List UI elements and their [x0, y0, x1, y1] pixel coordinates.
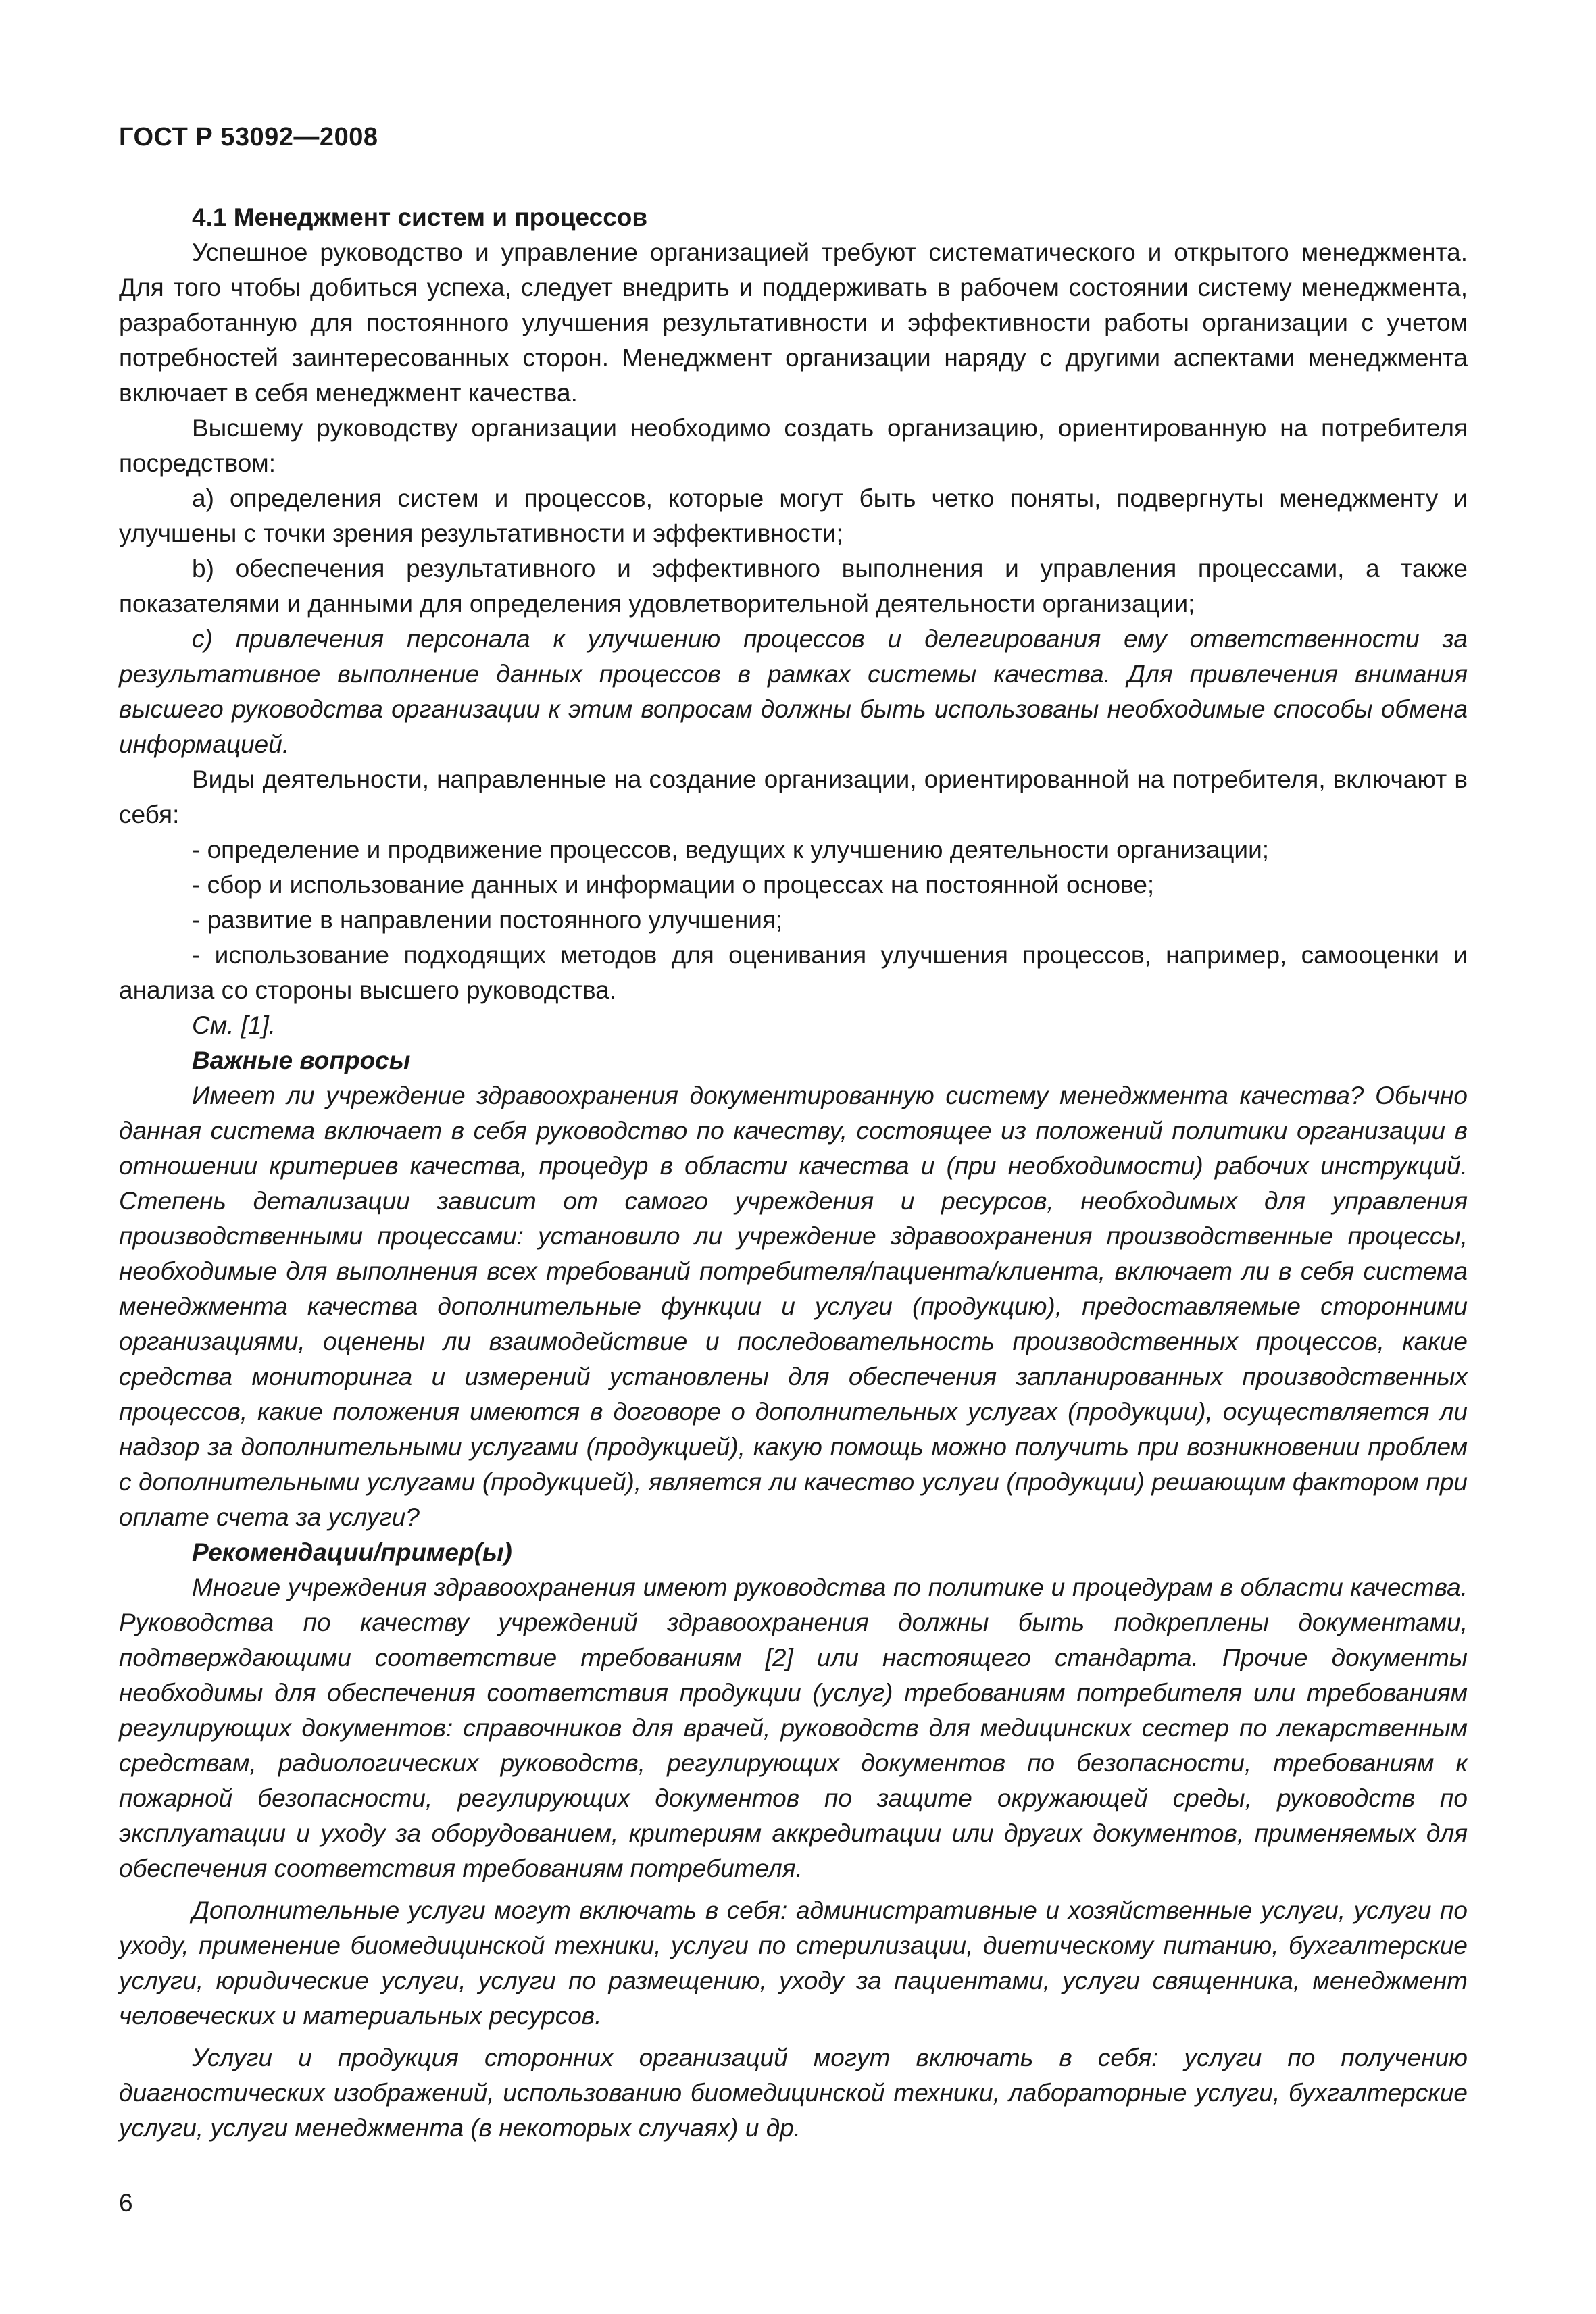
recommendations-paragraph-1: Многие учреждения здравоохранения имеют руководства по политике и процедурам в области качества. Руководства по качеству учреждений здравоохранения должны быть подкреплены документами, подтверждающими соответствие требованиям [2] или настоящего стандарта. Прочие документы необходимы для обеспечения соответствия продукции (услуг) требованиям потребителя или требованиям регулирующих документов: справочников для врачей, руководств для медицинских сестер по лекарственным средствам, радиологических руководств, регулирующих документов по безопасности, требованиям к пожарной безопасности, регулирующих документов по защите окружающей среды, руководств по эксплуатации и уходу за оборудованием, критериям аккредитации или других документов, применяемых для обеспечения соответствия требованиям потребителя.	[119, 1574, 1468, 1882]
bullet-item-2: - сбор и использование данных и информации о процессах на постоянной основе;	[192, 871, 1155, 899]
recommendations-paragraph-2: Дополнительные услуги могут включать в себя: административные и хозяйственные услуги, услуги по уходу, применение биомедицинской техники, услуги по стерилизации, диетическому питанию, бухгалтерские услуги, юридические услуги, услуги по размещению, уходу за пациентами, услуги священника, менеджмент человеческих и материальных ресурсов.	[119, 1896, 1468, 2030]
recommendations-paragraph-3: Услуги и продукция сторонних организаций могут включать в себя: услуги по получению диагностических изображений, использованию биомедицинской техники, лабораторные услуги, бухгалтерские услуги, услуги менеджмента (в некоторых случаях) и др.	[119, 2044, 1468, 2142]
list-item-b: b) обеспечения результативного и эффективного выполнения и управления процессами, а также показателями и данными для определения удовлетворительной деятельности организации;	[119, 555, 1468, 618]
paragraph-intro: Успешное руководство и управление организацией требуют систематического и открытого менеджмента. Для того чтобы добиться успеха, следует внедрить и поддерживать в рабочем состоянии систему менеджмента, разработанную для постоянного улучшения результативности и эффективности работы организации с учетом потребностей заинтересованных сторон. Менеджмент организации наряду с другими аспектами менеджмента включает в себя менеджмент качества.	[119, 238, 1468, 407]
document-body	[119, 200, 1468, 2146]
bullet-item-3: - развитие в направлении постоянного улучшения;	[192, 906, 783, 934]
section-heading: 4.1 Менеджмент систем и процессов	[192, 203, 648, 231]
key-questions-heading: Важные вопросы	[192, 1047, 411, 1074]
list-item-a: a) определения систем и процессов, которые могут быть четко поняты, подвергнуты менеджменту и улучшены с точки зрения результативности и эффективности;	[119, 484, 1468, 547]
bullet-item-1: - определение и продвижение процессов, ведущих к улучшению деятельности организации;	[192, 836, 1270, 863]
key-questions-text: Имеет ли учреждение здравоохранения документированную систему менеджмента качества? Обычно данная система включает в себя руководство по качеству, состоящее из положений политики организации в отношении критериев качества, процедур в области качества и (при необходимости) рабочих инструкций. Степень детализации зависит от самого учреждения и ресурсов, необходимых для управления производственными процессами: установило ли учреждение здравоохранения производственные процессы, необходимые для выполнения всех требований потребителя/пациента/клиента, включает ли в себя система менеджмента качества дополнительные функции и услуги (продукцию), предоставляемые сторонними организациями, оценены ли взаимодействие и последовательность производственных процессов, какие средства мониторинга и измерений установлены для обеспечения запланированных производственных процессов, какие положения имеются в договоре о дополнительных услугах (продукции), осуществляется ли надзор за дополнительными услугами (продукцией), какую помощь можно получить при возникновении проблем с дополнительными услугами (продукцией), является ли качество услуги (продукции) решающим фактором при оплате счета за услуги?	[119, 1082, 1468, 1531]
list-item-c: c) привлечения персонала к улучшению процессов и делегирования ему ответственности за результативное выполнение данных процессов в рамках системы качества. Для привлечения внимания высшего руководства организации к этим вопросам должны быть использованы необходимые способы обмена информацией.	[119, 625, 1468, 758]
recommendations-heading: Рекомендации/пример(ы)	[192, 1538, 512, 1566]
page-number: 6	[119, 2189, 133, 2217]
document-header: ГОСТ Р 53092—2008	[119, 123, 378, 151]
paragraph-activities: Виды деятельности, направленные на создание организации, ориентированной на потребителя, включают в себя:	[119, 765, 1468, 828]
bullet-item-4: - использование подходящих методов для оценивания улучшения процессов, например, самооценки и анализа со стороны высшего руководства.	[119, 941, 1468, 1004]
paragraph-top-management: Высшему руководству организации необходимо создать организацию, ориентированную на потребителя посредством:	[119, 414, 1468, 477]
reference-note: См. [1].	[192, 1011, 276, 1039]
